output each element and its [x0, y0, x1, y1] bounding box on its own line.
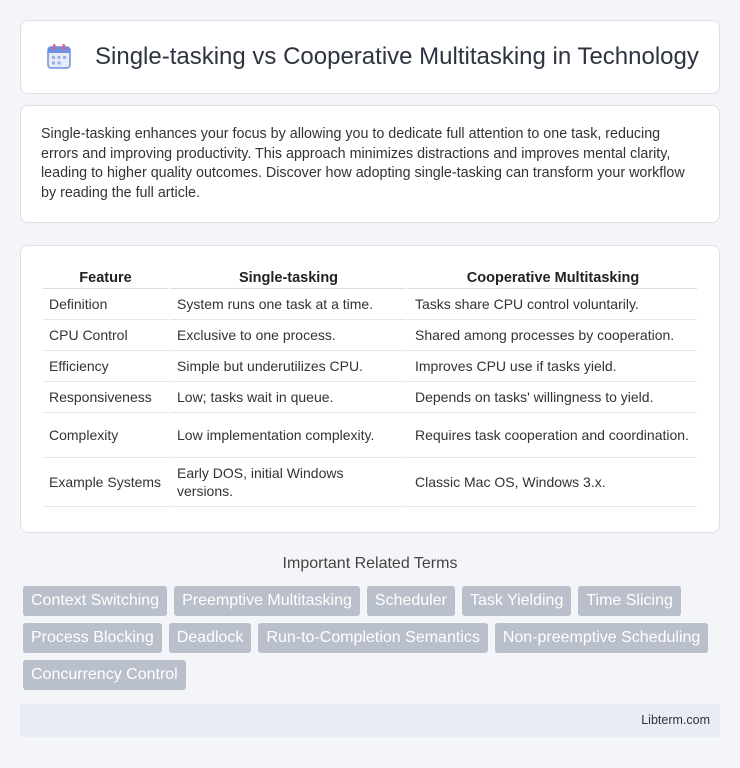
table-cell: Exclusive to one process.: [168, 320, 406, 351]
table-cell: Responsiveness: [43, 382, 168, 413]
table-header-row: [43, 266, 697, 289]
calendar-icon: [45, 42, 75, 72]
column-header-single-tasking: Single-tasking: [168, 266, 406, 289]
table-cell: Example Systems: [43, 458, 168, 507]
table-cell: Shared among processes by cooperation.: [406, 320, 697, 351]
related-term-tag[interactable]: Scheduler: [367, 586, 455, 616]
intro-card: [20, 105, 720, 223]
table-cell: Depends on tasks' willingness to yield.: [406, 382, 697, 413]
table-cell: Tasks share CPU control voluntarily.: [406, 289, 697, 320]
table-row: [43, 289, 697, 320]
related-term-tag[interactable]: Deadlock: [169, 623, 252, 653]
related-terms-list: [23, 586, 723, 690]
related-term-tag[interactable]: Concurrency Control: [23, 660, 186, 690]
related-term-tag[interactable]: Task Yielding: [462, 586, 571, 616]
comparison-table-card: [20, 245, 720, 533]
column-header-feature: Feature: [43, 266, 168, 289]
table-cell: Low implementation complexity.: [168, 413, 406, 458]
table-cell: Complexity: [43, 413, 168, 458]
table-cell: Improves CPU use if tasks yield.: [406, 351, 697, 382]
page-title: Single-tasking vs Cooperative Multitasking in Technology: [95, 43, 699, 70]
footer-site-link[interactable]: Libterm.com: [641, 713, 710, 727]
table-cell: System runs one task at a time.: [168, 289, 406, 320]
related-term-tag[interactable]: Time Slicing: [578, 586, 681, 616]
table-cell: Simple but underutilizes CPU.: [168, 351, 406, 382]
table-cell: CPU Control: [43, 320, 168, 351]
table-row: [43, 413, 697, 458]
table-cell: Requires task cooperation and coordination.: [406, 413, 697, 458]
table-cell: Early DOS, initial Windows versions.: [168, 458, 406, 507]
related-term-tag[interactable]: Preemptive Multitasking: [174, 586, 360, 616]
table-row: [43, 382, 697, 413]
intro-text: Single-tasking enhances your focus by allowing you to dedicate full attention to one task, reducing errors and improving productivity. This approach minimizes distractions and improves mental clarity, leading to higher quality outcomes. Discover how adopting single-tasking can transform your workflow by reading the full article.: [41, 126, 685, 201]
related-term-tag[interactable]: Process Blocking: [23, 623, 162, 653]
table-row: [43, 320, 697, 351]
related-terms-title: Important Related Terms: [282, 555, 458, 572]
column-header-cooperative-multitasking: Cooperative Multitasking: [406, 266, 697, 289]
table-cell: Low; tasks wait in queue.: [168, 382, 406, 413]
table-cell: Classic Mac OS, Windows 3.x.: [406, 458, 697, 507]
footer: [20, 704, 720, 737]
table-cell: Definition: [43, 289, 168, 320]
comparison-table: [43, 266, 697, 507]
related-term-tag[interactable]: Run-to-Completion Semantics: [258, 623, 487, 653]
table-cell: Efficiency: [43, 351, 168, 382]
related-term-tag[interactable]: Context Switching: [23, 586, 167, 616]
header-card: [20, 20, 720, 94]
table-row: [43, 458, 697, 507]
related-term-tag[interactable]: Non-preemptive Scheduling: [495, 623, 708, 653]
table-row: [43, 351, 697, 382]
